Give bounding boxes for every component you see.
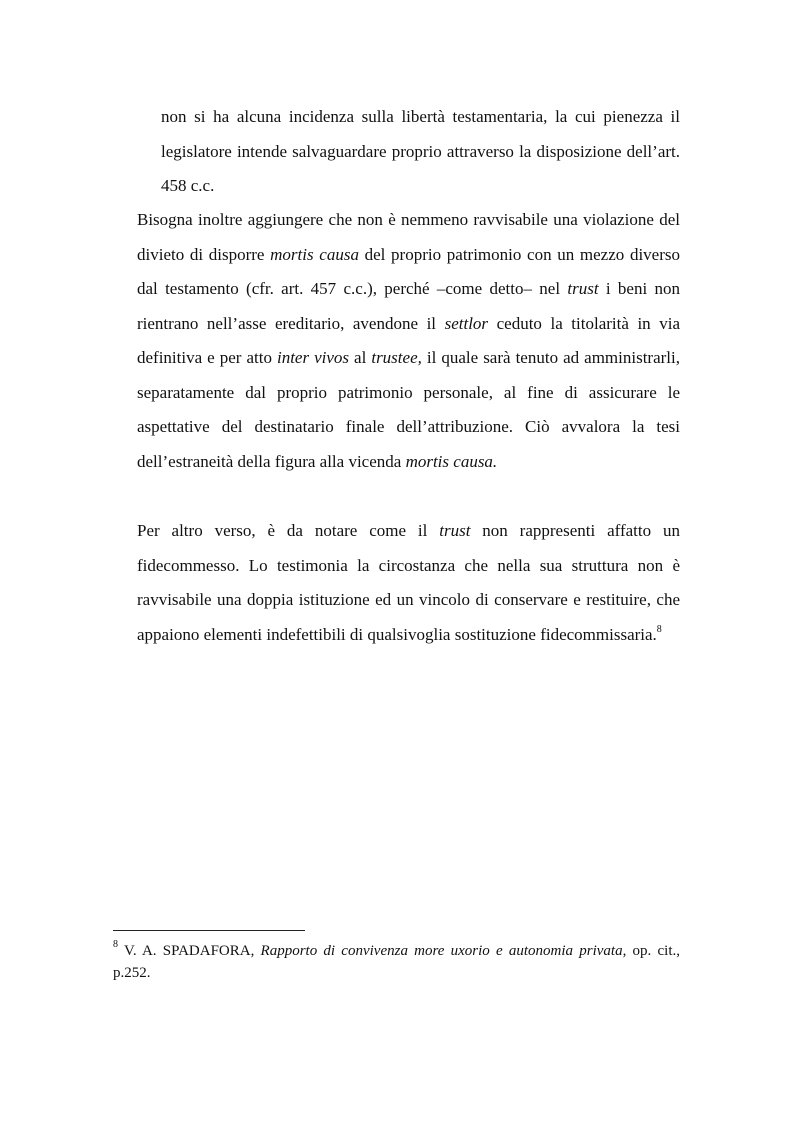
p2-text-1: Per altro verso, è da notare come il — [137, 521, 440, 540]
footnote-title: Rapporto di convivenza more uxorio e autonomia privata — [260, 943, 623, 959]
footnote-separator — [113, 930, 305, 931]
p2-italic-trust: trust — [439, 521, 471, 540]
footnote-author: V. A. SPADAFORA, — [118, 943, 261, 959]
p1-italic-trust: trust — [567, 279, 599, 298]
quote-text: non si ha alcuna incidenza sulla libertà testamentaria, la cui pienezza il legislatore intende salvaguardare proprio attraverso la disposizione dell’art. 458 c.c. — [161, 107, 680, 195]
p1-text-5: al — [349, 348, 372, 367]
p1-italic-mortis-causa-end: mortis causa. — [405, 451, 498, 471]
p1-text-6: il quale sarà tenuto ad amministrarli, separatamente dal proprio patrimonio personale, al fine di assicurare le aspettative del destinatario finale dell’attribuzione. Ciò avvalora la tesi dell’estraneità della figura alla vicenda — [137, 348, 680, 471]
p2-text-2: non rappresenti affatto un fidecommesso. Lo testimonia la circostanza che nella sua struttura non è ravvisabile una doppia istituzione ed un vincolo di conservare e restituire, che appaiono elementi indefettibili di qualsivoglia sostituzione fidecommissaria. — [137, 521, 680, 644]
p1-italic-mortis-causa: mortis causa — [270, 244, 359, 264]
p1-text-2: del proprio patrimonio con un mezzo diverso dal testamento (cfr. art. 457 c.c.), perché –come detto– nel — [137, 244, 680, 298]
footnote-reference[interactable]: 8 — [656, 623, 662, 635]
p1-italic-settlor: settlor — [444, 313, 489, 333]
footnote — [113, 940, 680, 984]
p1-italic-inter-vivos: inter vivos — [276, 348, 350, 367]
block-quote — [161, 100, 680, 204]
paragraph-2 — [137, 514, 680, 652]
footnote-number: 8 — [113, 939, 118, 950]
p1-text-3: i beni non rientrano nell’asse ereditario, avendone il — [137, 279, 680, 333]
p1-italic-trustee: trustee, — [371, 348, 422, 367]
paragraph-1 — [137, 203, 680, 479]
footnote-rest: , op. cit., p.252. — [113, 943, 681, 981]
p1-text-4: ceduto la titolarità in via definitiva e per atto — [137, 313, 681, 367]
p1-text-1: Bisogna inoltre aggiungere che non è nemmeno ravvisabile una violazione del divieto di disporre — [137, 210, 680, 264]
